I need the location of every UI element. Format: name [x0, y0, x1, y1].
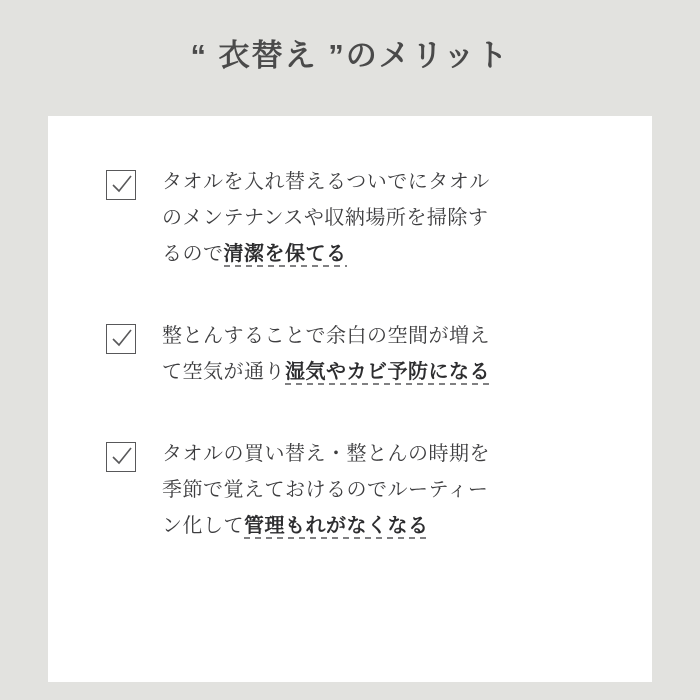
text-plain: タオルの買い替え・整とんの時期を [162, 443, 490, 465]
text-highlight: 清潔を保てる [223, 243, 347, 265]
text-highlight: 管理もれがなくなる [244, 515, 429, 537]
text-plain: るので [162, 243, 224, 265]
text-line [162, 164, 612, 200]
text-line [162, 200, 612, 236]
text-line [162, 472, 612, 508]
text-plain: のメンテナンスや収納場所を掃除す [162, 207, 489, 229]
checkbox-icon[interactable] [106, 170, 136, 200]
list-item [106, 164, 612, 272]
text-line [162, 436, 612, 472]
checkbox-icon[interactable] [106, 324, 136, 354]
list-item-text [162, 164, 612, 272]
text-plain: て空気が通り [162, 361, 285, 383]
text-line [162, 508, 612, 544]
benefit-list [106, 164, 612, 544]
text-plain: タオルを入れ替えるついでにタオル [162, 171, 490, 193]
checkbox-icon[interactable] [106, 442, 136, 472]
text-line [162, 354, 612, 390]
list-item [106, 436, 612, 544]
text-plain: 季節で覚えておけるのでルーティー [162, 479, 489, 501]
text-highlight: 湿気やカビ予防になる [285, 361, 490, 383]
content-card [48, 116, 652, 682]
list-item [106, 318, 612, 390]
text-line [162, 318, 612, 354]
text-plain: ン化して [162, 515, 244, 537]
list-item-text [162, 436, 612, 544]
text-plain: 整とんすることで余白の空間が増え [162, 325, 490, 347]
list-item-text [162, 318, 612, 390]
text-line [162, 236, 612, 272]
page-title: “ 衣替え ”のメリット [190, 38, 510, 73]
